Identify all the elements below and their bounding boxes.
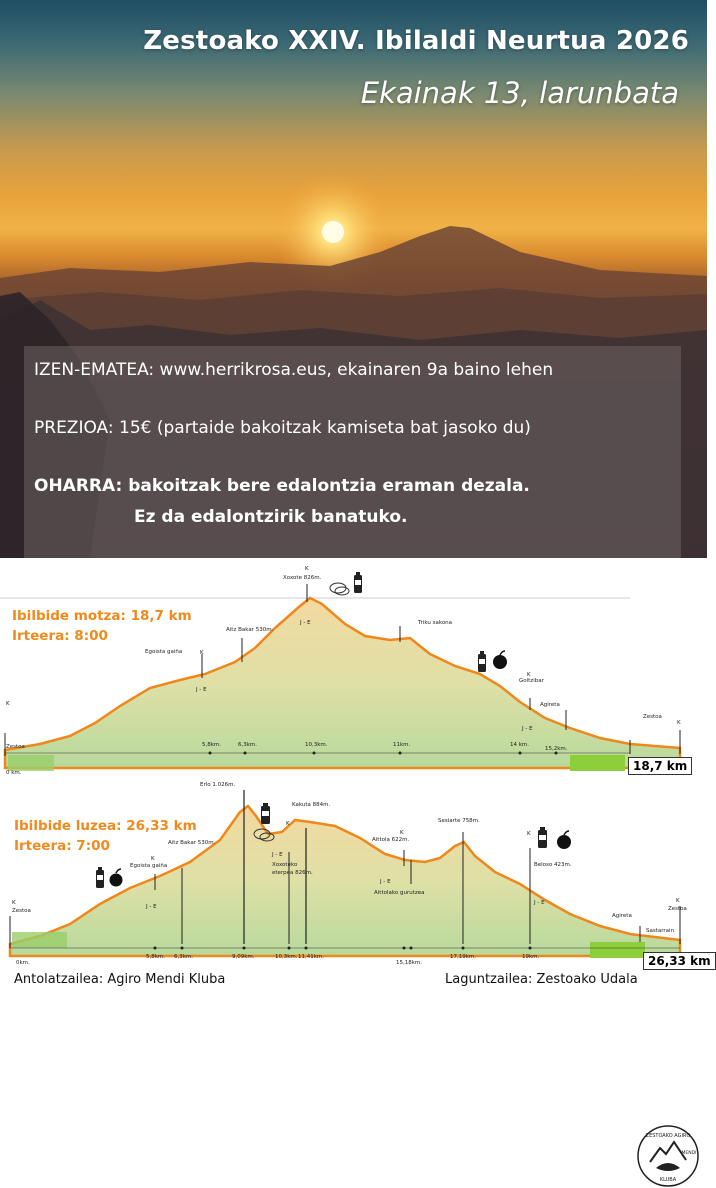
water-bottle-icon (96, 867, 104, 888)
sun (322, 221, 344, 243)
wp-long-k1: K (12, 900, 16, 906)
wp-long-eteprea: eterpea 826m. (272, 870, 313, 876)
note-line-1 (34, 476, 530, 496)
km-long-8: 19km. (522, 954, 540, 960)
long-route-chart (0, 776, 707, 970)
wp-long-sesiarte: Sesiarte 758m. (438, 818, 480, 824)
wp-long-k5: K (527, 831, 531, 837)
wp-long-je1: J - E (146, 904, 157, 910)
organizer-credit: Antolatzailea: Agiro Mendi Kluba (14, 972, 226, 987)
wp-long-beloso: Beloso 423m. (534, 862, 572, 868)
wp-long-agireta: Agireta (612, 913, 632, 919)
km-long-6: 15,18km. (396, 960, 423, 966)
wp-long-aitz: Aitz Bakar 530m. (168, 840, 216, 846)
wp-short-agireta: Agireta (540, 702, 560, 708)
logo-text-right: MENDI (681, 1151, 697, 1156)
km-short-6: 15,2km. (545, 746, 568, 752)
wp-short-k5: K (677, 720, 681, 726)
note-label: OHARRA: (34, 476, 123, 496)
water-bottle-icon (538, 827, 547, 848)
wp-short-je3: J - E (522, 726, 533, 732)
long-route-name: Ibilbide luzea: 26,33 km (14, 818, 197, 834)
apple-icon (557, 831, 571, 849)
event-date: Ekainak 13, larunbata (360, 76, 679, 110)
wp-long-je4: J - E (534, 900, 545, 906)
short-route-name: Ibilbide motza: 18,7 km (12, 608, 192, 624)
km-short-3: 10,3km. (305, 742, 328, 748)
km-long-7: 17,19km. (450, 954, 477, 960)
km-short-4: 11km. (393, 742, 411, 748)
water-bottle-icon (478, 651, 486, 672)
long-route-total: 26,33 km (643, 952, 716, 970)
hero-photo (0, 0, 707, 558)
wp-long-zestoa: Zestoa (12, 908, 31, 914)
wp-long-k2: K (151, 856, 155, 862)
wp-long-xoxoteko: Xoxoteko (272, 862, 298, 868)
wp-long-sastarrain: Sastarrain (646, 928, 675, 934)
km-long-1: 5,8km. (146, 954, 166, 960)
km-short-5: 14 km. (510, 742, 530, 748)
wp-long-aittolako: Aittolako gurutzea (374, 890, 425, 896)
short-route-chart (0, 558, 707, 776)
wp-short-k3: K (305, 566, 309, 572)
km-short-1: 5,8km. (202, 742, 222, 748)
km-short-0: 0 km. (6, 770, 22, 776)
km-long-5: 11,41km. (298, 954, 325, 960)
km-long-4: 10,3km. (275, 954, 298, 960)
wp-short-k4: K (527, 672, 531, 678)
water-bottle-icon (354, 572, 362, 593)
note-line-2: Ez da edalontzirik banatuko. (134, 507, 408, 527)
note-text-1: bakoitzak bere edalontzia eraman dezala. (128, 476, 530, 496)
wp-short-je1: J - E (196, 687, 207, 693)
wp-short-triku: Triku sakona (418, 620, 453, 626)
apple-icon (493, 651, 507, 669)
info-panel (24, 346, 681, 558)
logo-text-top: ZESTOAKO AGIRO (645, 1133, 691, 1139)
logo-text-bottom: KLUBA (659, 1177, 677, 1183)
km-long-3: 9,09km. (232, 954, 255, 960)
long-route-profile (0, 776, 711, 970)
wp-long-k3: K (286, 821, 290, 827)
wp-long-je2: J - E (272, 852, 283, 858)
sponsor-credit: Laguntzailea: Zestoako Udala (445, 972, 638, 987)
wp-long-erlo: Erlo 1.026m. (200, 782, 236, 788)
wp-long-k4: K (400, 830, 404, 836)
event-title: Zestoako XXIV. Ibilaldi Neurtua 2026 (143, 26, 689, 56)
cookie-icon (330, 583, 349, 595)
km-long-0: 0km. (16, 960, 30, 966)
wp-long-k6: K (676, 898, 680, 904)
wp-long-kakuta: Kakuta 884m. (292, 802, 331, 808)
long-route-start: Irteera: 7:00 (14, 838, 110, 854)
km-short-2: 6,3km. (238, 742, 258, 748)
wp-short-xoxote: Xoxote 826m. (283, 575, 322, 581)
short-route-total: 18,7 km (628, 757, 692, 775)
wp-short-k2: K (200, 650, 204, 656)
wp-short-egoista: Egoista gaiña (145, 649, 183, 655)
water-bottle-icon (261, 803, 270, 824)
wp-short-goltzibar: Goltzibar (519, 678, 544, 684)
km-long-2: 6,3km. (174, 954, 194, 960)
wp-short-aitz: Aitz Bakar 530m. (226, 627, 274, 633)
price-info: PREZIOA: 15€ (partaide bakoitzak kamiseta bat jasoko du) (34, 418, 531, 438)
wp-long-zestoa-end: Zestoa (668, 906, 687, 912)
wp-short-k1: K (6, 701, 10, 707)
wp-short-zestoa: Zestoa (6, 744, 25, 750)
wp-long-aittola: Aittola 622m. (372, 837, 410, 843)
wp-long-je3: J - E (380, 879, 391, 885)
wp-short-je2: J - E (300, 620, 311, 626)
club-logo-icon (636, 1124, 700, 1188)
registration-info: IZEN-EMATEA: www.herrikrosa.eus, ekainaren 9a baino lehen (34, 360, 554, 380)
wp-long-egoista: Egoista gaiña (130, 863, 168, 869)
wp-short-zestoa-end: Zestoa (643, 714, 662, 720)
apple-icon (110, 869, 123, 887)
short-route-start: Irteera: 8:00 (12, 628, 108, 644)
